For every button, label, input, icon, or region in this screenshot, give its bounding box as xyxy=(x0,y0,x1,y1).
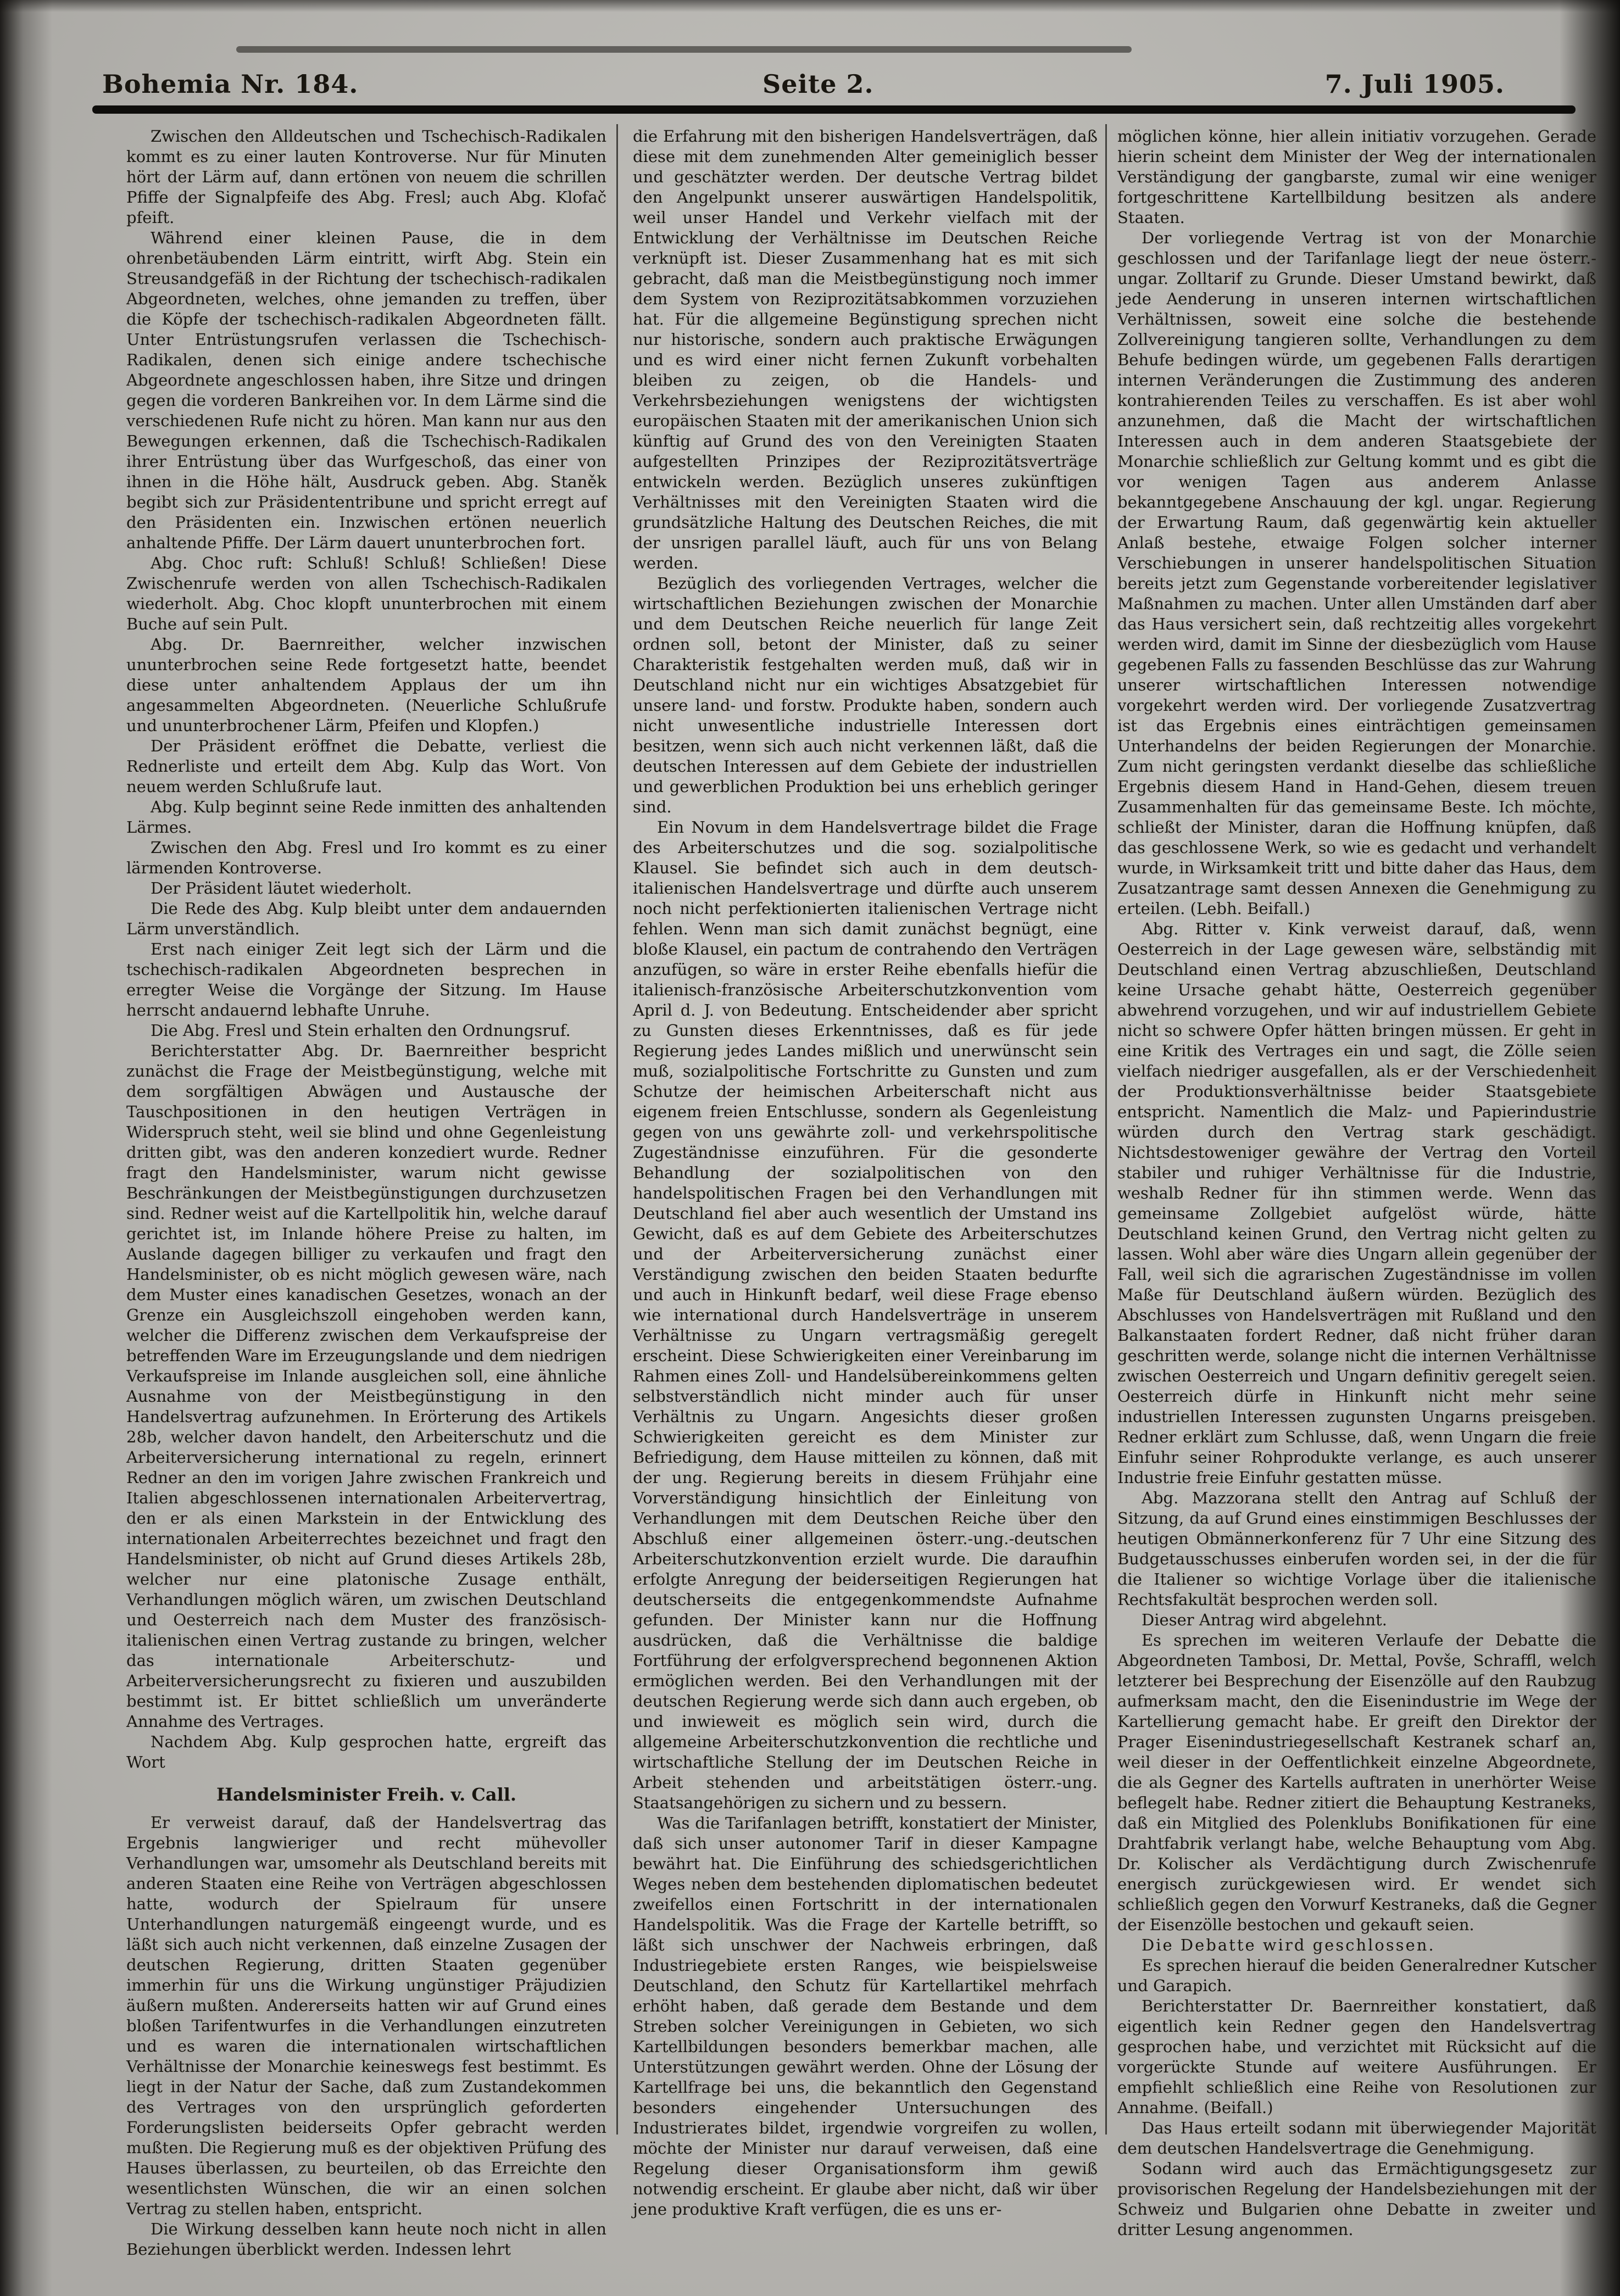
paragraph: Ein Novum in dem Handelsvertrage bildet die Frage des Arbeiterschutzes und die sog. sozialpolitische Klausel. Sie befindet sich auch in dem deutsch-italienischen Handelsvertrage und dürfte auch unserem noch nicht perfektionierten italienischen Vertrage nicht fehlen. Wenn man sich damit zunächst begnügt, eine bloße Klausel, ein pactum de contrahendo den Verträgen anzufügen, so wäre in erster Reihe ebenfalls hiefür die italienisch-französische Arbeiterschutzkonvention vom April d. J. von Bedeutung. Entscheidender aber spricht zu Gunsten dieses Erkenntnisses, daß es für jede Regierung jedes Landes mißlich und unerwünscht sein muß, sozialpolitische Fortschritte zu Gunsten und zum Schutze der heimischen Arbeiterschaft nicht aus eigenem freien Entschlusse, sondern als Gegenleistung gegen von uns gewährte zoll- und verkehrspolitische Zugeständnisse einzuführen. Für die gesonderte Behandlung der sozialpolitischen von den handelspolitischen Fragen bei den Verhandlungen mit Deutschland fiel aber auch wesentlich der Umstand ins Gewicht, daß es auf dem Gebiete des Arbeiterschutzes und der Arbeiterversicherung zunächst einer Verständigung zwischen den beiden Staaten bedurfte und auch in Hinkunft bedarf, weil diese Frage ebenso wie international durch Handelsverträge in unserem Verhältnisse zu Ungarn vertragsmäßig geregelt erscheint. Diese Schwierigkeiten einer Vereinbarung im Rahmen eines Zoll- und Handelsübereinkommens gelten selbstverständlich nicht minder auch für unser Verhältnis zu Ungarn. Angesichts dieser großen Schwierigkeiten gereicht es dem Minister zur Befriedigung, dem Hause mitteilen zu können, daß mit der ung. Regierung bereits in diesem Frühjahr eine Vorverständigung hinsichtlich der Einleitung von Verhandlungen mit dem Deutschen Reiche über den Abschluß einer allgemeinen österr.-ung.-deutschen Arbeiterschutzkonvention erzielt wurde. Die daraufhin erfolgte Anregung der beiderseitigen Regierungen hat deutscherseits die entgegenkommendste Aufnahme gefunden. Der Minister kann nur die Hoffnung ausdrücken, daß die Verhältnisse die baldige Fortführung der erfolgversprechend begonnenen Aktion ermöglichen werden. Bei den Verhandlungen mit der deutschen Regierung werde sich dann auch ergeben, ob und inwieweit es möglich sein wird, durch die allgemeine Arbeiterschutzkonvention die rechtliche und wirtschaftliche Stellung der im Deutschen Reiche in Arbeit stehenden und arbeitstätigen österr.-ung. Staatsangehörigen zu sichern und zu bessern. xyxy=(633,818,1098,1812)
paragraph: Während einer kleinen Pause, die in dem ohrenbetäubenden Lärm eintritt, wirft Abg. Stein ein Streusandgefäß in der Richtung der tschechisch-radikalen Abgeordneten, welches, ohne jemanden zu treffen, über die Köpfe der tschechisch-radikalen Abgeordneten fällt. Unter Entrüstungsrufen verlassen die Tschechisch-Radikalen, denen sich einige andere tschechische Abgeordnete angeschlossen haben, ihre Sitze und dringen gegen die vorderen Bankreihen vor. In dem Lärme sind die verschiedenen Rufe nicht zu hören. Man kann nur aus den Bewegungen erkennen, daß die Tschechisch-Radikalen ihrer Entrüstung über das Wurfgeschoß, das einer von ihnen in die Höhe hält, Ausdruck geben. Abg. Staněk begibt sich zur Präsidententribune und spricht erregt auf den Präsidenten ein. Inzwischen ertönen neuerlich anhaltende Pfiffe. Der Lärm dauert ununterbrochen fort. xyxy=(126,229,606,552)
column-3 xyxy=(1117,126,1596,2240)
masthead-date: 7. Juli 1905. xyxy=(1324,69,1505,99)
paragraph: Der vorliegende Vertrag ist von der Monarchie geschlossen und der Tarifanlage liegt der neue österr.-ungar. Zolltarif zu Grunde. Dieser Umstand bewirkt, daß jede Aenderung in unseren internen wirtschaftlichen Verhältnissen, soweit eine solche die bestehende Zollvereinigung tangieren sollte, Verhandlungen zu dem Behufe bedingen würde, um gegebenen Falls derartigen internen Veränderungen die Zustimmung des anderen kontrahierenden Teiles zu verschaffen. Es ist aber wohl anzunehmen, daß die Macht der wirtschaftlichen Interessen auch in dem anderen Staatsgebiete der Monarchie schließlich zur Geltung kommt und es gibt die vor wenigen Tagen aus anderem Anlasse bekanntgegebene Anschauung der kgl. ungar. Regierung der Erwartung Raum, daß gegenwärtig kein aktueller Anlaß bestehe, etwaige Folgen solcher interner Verschiebungen in unserer handelspolitischen Situation bereits jetzt zum Gegenstande vorbereitender legislativer Maßnahmen zu machen. Unter allen Umständen darf aber das Haus versichert sein, daß rechtzeitig alles vorgekehrt werden wird, damit im Sinne der diesbezüglich vom Hause gegebenen Falls zu fassenden Beschlüsse das zur Wahrung unserer wirtschaftlichen Interessen notwendige vorgekehrt werden wird. Der vorliegende Zusatzvertrag ist das Ergebnis eines einträchtigen gemeinsamen Unterhandelns der beiden Regierungen der Monarchie. Zum nicht geringsten verdankt dieselbe das schließliche Ergebnis diesem Hand in Hand-Gehen, diesem treuen Zusammenhalten für das gemeinsame Beste. Ich möchte, schließt der Minister, daran die Hoffnung knüpfen, daß das geschlossene Werk, so wie es gedacht und verhandelt wurde, in Wirksamkeit tritt und bitte daher das Haus, dem Zusatzantrage samt dessen Annexen die Genehmigung zu erteilen. (Lebh. Beifall.) xyxy=(1117,229,1596,918)
paragraph: Abg. Dr. Baernreither, welcher inzwischen ununterbrochen seine Rede fortgesetzt hatte, beendet diese unter anhaltendem Applaus der um ihn angesammelten Abgeordneten. (Neuerliche Schlußrufe und ununterbrochener Lärm, Pfeifen und Klopfen.) xyxy=(126,635,606,735)
paragraph: Was die Tarifanlagen betrifft, konstatiert der Minister, daß sich unser autonomer Tarif in dieser Kampagne bewährt hat. Die Einführung des schiedsgerichtlichen Weges neben dem bestehenden diplomatischen bedeutet zweifellos einen Fortschritt in der internationalen Handelspolitik. Was die Frage der Kartelle betrifft, so läßt sich unschwer der Nachweis erbringen, daß Industriegebiete ersten Ranges, wie beispielsweise Deutschland, den Schutz für Kartellartikel mehrfach erhöht haben, daß gerade dem Bestande und dem Streben solcher Vereinigungen in Gebieten, wo sich Kartellbildungen besonders bemerkbar machen, alle Unterstützungen gewährt werden. Ohne der Lösung der Kartellfrage bei uns, die bekanntlich den Gegenstand besonders eingehender Untersuchungen des Industrierates bildet, irgendwie vorgreifen zu wollen, möchte der Minister nur darauf verweisen, daß eine Regelung dieser Organisationsform ihm gewiß notwendig erscheint. Er glaube aber nicht, daß wir über jene produktive Kraft verfügen, die es uns er- xyxy=(633,1814,1098,2219)
paragraph: Abg. Mazzorana stellt den Antrag auf Schluß der Sitzung, da auf Grund eines einstimmigen Beschlusses der heutigen Obmännerkonferenz für 7 Uhr eine Sitzung des Budgetausschusses einberufen worden sei, in der die für die Italiener so wichtige Vorlage über die italienische Rechtsfakultät besprochen werden soll. xyxy=(1117,1489,1596,1609)
paragraph: Abg. Kulp beginnt seine Rede inmitten des anhaltenden Lärmes. xyxy=(126,798,606,837)
header-rule xyxy=(92,105,1576,114)
paragraph: Die Debatte wird geschlossen. xyxy=(1142,1936,1435,1954)
paragraph: Bezüglich des vorliegenden Vertrages, welcher die wirtschaftlichen Beziehungen zwischen der Monarchie und dem Deutschen Reiche neuerlich für lange Zeit ordnen soll, betont der Minister, daß zu seiner Charakteristik festgehalten werden muß, daß wir in Deutschland nicht nur ein wichtiges Absatzgebiet für unsere land- und forstw. Produkte haben, sondern auch nicht unwesentliche industrielle Interessen dort besitzen, wenn sich auch nicht verkennen läßt, daß die deutschen Interessen auf dem Gebiete der industriellen und gewerblichen Produktion bei uns erheblich geringer sind. xyxy=(633,574,1098,816)
column-divider xyxy=(616,124,618,2135)
paragraph: Dieser Antrag wird abgelehnt. xyxy=(1142,1610,1388,1629)
scan-artifact xyxy=(236,46,1132,53)
column-divider xyxy=(1105,124,1107,2135)
paragraph: Die Abg. Fresl und Stein erhalten den Ordnungsruf. xyxy=(151,1021,571,1040)
paragraph: die Erfahrung mit den bisherigen Handelsverträgen, daß diese mit dem zunehmenden Alter gemeiniglich besser und geschätzter werden. Der deutsche Vertrag bildet den Angelpunkt unserer auswärtigen Handelspolitik, weil unser Handel und Verkehr vielfach mit der Entwicklung der Verhältnisse im Deutschen Reiche verknüpft ist. Dieser Zusammenhang hat es mit sich gebracht, daß man die Meistbegünstigung noch immer dem System von Reziprozitätsabkommen vorzuziehen hat. Für die allgemeine Begünstigung sprechen nicht nur historische, sondern auch praktische Erwägungen und es wird einer nicht fernen Zukunft vorbehalten bleiben zu zeigen, ob die Handels- und Verkehrsbeziehungen wenigstens der wichtigsten europäischen Staaten mit der amerikanischen Union sich künftig auf Grund des von den Vereinigten Staaten aufgestellten Prinzipes der Reziprozitätsverträge entwickeln werden. Bezüglich unseres zukünftigen Verhältnisses mit den Vereinigten Staaten wird die grundsätzliche Haltung des Deutschen Reiches, die mit der unsrigen parallel läuft, auch für uns von Belang werden. xyxy=(633,127,1098,572)
paragraph: möglichen könne, hier allein initiativ vorzugehen. Gerade hierin scheint dem Minister der Weg der internationalen Verständigung der gangbarste, zumal wir eine weniger fortgeschrittene Kartellbildung besitzen als andere Staaten. xyxy=(1117,127,1596,227)
speech-heading: Handelsminister Freih. v. Call. xyxy=(216,1784,517,1805)
paragraph: Es sprechen im weiteren Verlaufe der Debatte die Abgeordneten Tambosi, Dr. Mettal, Povše, Schraffl, welch letzterer bei Besprechung der Eisenzölle auf den Raubzug aufmerksam macht, den die Eisenindustrie im Wege der Kartellierung gemacht habe. Er greift den Direktor der Prager Eisenindustriegesellschaft Kestranek scharf an, weil dieser in der Oeffentlichkeit einzelne Abgeordnete, die als Gegner des Kartells auftraten in unerhörter Weise beflegelt habe. Redner zitiert die Behauptung Kestraneks, daß ein Mitglied des Polenklubs Bonifikationen für eine Drahtfabrik verlangt habe, welche Behauptung vom Abg. Dr. Kolischer als Verdächtigung durch Zwischenrufe energisch zurückgewiesen wird. Er wendet sich schließlich gegen den Vorwurf Kestraneks, daß die Gegner der Eisenzölle bestochen und gekauft seien. xyxy=(1117,1631,1596,1934)
column-1 xyxy=(126,126,606,2260)
column-2 xyxy=(633,126,1098,2220)
paragraph: Es sprechen hierauf die beiden Generalredner Kutscher und Garapich. xyxy=(1117,1956,1596,1995)
paragraph: Die Rede des Abg. Kulp bleibt unter dem andauernden Lärm unverständlich. xyxy=(126,899,606,938)
paragraph: Zwischen den Alldeutschen und Tschechisch-Radikalen kommt es zu einer lauten Kontroverse. Nur für Minuten hört der Lärm auf, dann ertönen von neuem die schrillen Pfiffe der Signalpfeife des Abg. Fresl; auch Abg. Klofač pfeift. xyxy=(126,127,606,227)
paragraph: Er verweist darauf, daß der Handelsvertrag das Ergebnis langwieriger und recht mühevoller Verhandlungen war, umsomehr als Deutschland bereits mit anderen Staaten eine Reihe von Verträgen abgeschlossen hatte, wodurch der Spielraum für unsere Unterhandlungen naturgemäß eingeengt wurde, und es läßt sich auch nicht verkennen, daß einzelne Zusagen der deutschen Regierung, dritten Staaten gegenüber immerhin für uns die Wirkung ungünstiger Präjudizien äußern mußten. Andererseits hatten wir auf Grund eines bloßen Tarifentwurfes in die Verhandlungen einzutreten und es waren die internationalen wirtschaftlichen Verhältnisse der Monarchie keineswegs fest bestimmt. Es liegt in der Natur der Sache, daß zum Zustandekommen des Vertrages von den ursprünglich geforderten Forderungslisten beiderseits Opfer gebracht werden mußten. Die Regierung muß es der objektiven Prüfung des Hauses überlassen, zu beurteilen, ob das Erreichte den wesentlichsten Wünschen, die wir an einen solchen Vertrag zu stellen haben, entspricht. xyxy=(126,1813,606,2218)
paragraph: Zwischen den Abg. Fresl und Iro kommt es zu einer lärmenden Kontroverse. xyxy=(126,838,606,877)
paragraph: Nachdem Abg. Kulp gesprochen hatte, ergreift das Wort xyxy=(126,1732,606,1771)
paragraph: Die Wirkung desselben kann heute noch nicht in allen Beziehungen überblickt werden. Indessen lehrt xyxy=(126,2220,606,2259)
paragraph: Erst nach einiger Zeit legt sich der Lärm und die tschechisch-radikalen Abgeordneten besprechen in erregter Weise die Vorgänge der Sitzung. Im Hause herrscht andauernd lebhafte Unruhe. xyxy=(126,940,606,1019)
masthead-issue: Bohemia Nr. 184. xyxy=(102,69,359,99)
paragraph: Berichterstatter Dr. Baernreither konstatiert, daß eigentlich kein Redner gegen den Handelsvertrag gesprochen habe, und verzichtet mit Rücksicht auf die vorgerückte Stunde auf weitere Ausführungen. Er empfiehlt schließlich eine Reihe von Resolutionen zur Annahme. (Beifall.) xyxy=(1117,1997,1596,2117)
masthead-page-number: Seite 2. xyxy=(762,69,874,99)
paragraph: Sodann wird auch das Ermächtigungsgesetz zur provisorischen Regelung der Handelsbeziehungen mit der Schweiz und Bulgarien ohne Debatte in zweiter und dritter Lesung angenommen. xyxy=(1117,2159,1596,2239)
paragraph: Das Haus erteilt sodann mit überwiegender Majorität dem deutschen Handelsvertrage die Genehmigung. xyxy=(1117,2119,1596,2158)
paragraph: Abg. Ritter v. Kink verweist darauf, daß, wenn Oesterreich in der Lage gewesen wäre, selbständig mit Deutschland einen Vertrag abzuschließen, Deutschland keine Ursache gehabt hätte, Oesterreich gegenüber abwehrend vorzugehen, und wir auf industriellem Gebiete nicht so schwere Opfer hätten bringen müssen. Er geht in eine Kritik des Vertrages ein und sagt, die Zölle seien vielfach niedriger ausgefallen, als er der Verschiedenheit der Produktionsverhältnisse beider Staatsgebiete entspricht. Namentlich die Malz- und Papierindustrie würden durch den Vertrag stark geschädigt. Nichtsdestoweniger gewähre der Vertrag den Vorteil stabiler und ruhiger Verhältnisse für die Industrie, weshalb Redner für ihn stimmen werde. Wenn das gemeinsame Zollgebiet aufgelöst würde, hätte Deutschland keinen Grund, den Vertrag nicht gelten zu lassen. Wohl aber wäre dies Ungarn allein gegenüber der Fall, weil sich die agrarischen Zugeständnisse im vollen Maße für Deutschland äußern würden. Bezüglich des Abschlusses von Handelsverträgen mit Rußland und den Balkanstaaten fordert Redner, daß nicht früher daran geschritten werde, solange nicht die internen Verhältnisse zwischen Oesterreich und Ungarn definitiv geregelt seien. Oesterreich dürfe in Hinkunft nicht mehr seine industriellen Interessen zugunsten Ungarns preisgeben. Redner erklärt zum Schlusse, daß, wenn Ungarn die freie Einfuhr seiner Rohprodukte verlange, es auch unserer Industrie freie Einfuhr gestatten müsse. xyxy=(1117,919,1596,1487)
paragraph: Der Präsident eröffnet die Debatte, verliest die Rednerliste und erteilt dem Abg. Kulp das Wort. Von neuem werden Schlußrufe laut. xyxy=(126,737,606,796)
paragraph: Abg. Choc ruft: Schluß! Schluß! Schließen! Diese Zwischenrufe werden von allen Tschechisch-Radikalen wiederholt. Abg. Choc klopft ununterbrochen mit einem Buche auf sein Pult. xyxy=(126,554,606,633)
paragraph: Der Präsident läutet wiederholt. xyxy=(151,879,412,898)
paragraph: Berichterstatter Abg. Dr. Baernreither bespricht zunächst die Frage der Meistbegünstigung, welche mit dem sorgfältigen Abwägen und Austausche der Tauschpositionen in den heutigen Verträgen in Widerspruch steht, weil sie blind und ohne Gegenleistung dritten gibt, was den anderen konzediert wurde. Redner fragt den Handelsminister, warum nicht gewisse Beschränkungen der Meistbegünstigungen durchzusetzen sind. Redner weist auf die Kartellpolitik hin, welche darauf gerichtet ist, im Inlande höhere Preise zu halten, im Auslande dagegen billiger zu verkaufen und fragt den Handelsminister, ob es nicht möglich gewesen wäre, nach dem Muster eines kanadischen Gesetzes, wonach an der Grenze ein Ausgleichszoll eingehoben werden kann, welcher die Differenz zwischen dem Verkaufspreise der betreffenden Ware im Erzeugungslande und dem niedrigen Verkaufspreise im Inlande ausgleichen soll, eine ähnliche Ausnahme von der Meistbegünstigung in den Handelsvertrag aufzunehmen. In Erörterung des Artikels 28b, welcher davon handelt, den Arbeiterschutz und die Arbeiterversicherung international zu regeln, erinnert Redner an den im vorigen Jahre zwischen Frankreich und Italien abgeschlossenen internationalen Arbeitervertrag, den er als einen Markstein in der Entwicklung des internationalen Arbeiterrechtes bezeichnet und fragt den Handelsminister, ob nicht auf Grund dieses Artikels 28b, welcher nur eine platonische Zusage enthält, Verhandlungen möglich wären, um zwischen Deutschland und Oesterreich nach dem Muster des französisch-italienischen einen Vertrag zustande zu bringen, welcher das internationale Arbeiterschutz- und Arbeiterversicherungsrecht zu fixieren und auszubilden bestimmt ist. Er bittet schließlich um unveränderte Annahme des Vertrages. xyxy=(126,1041,606,1731)
